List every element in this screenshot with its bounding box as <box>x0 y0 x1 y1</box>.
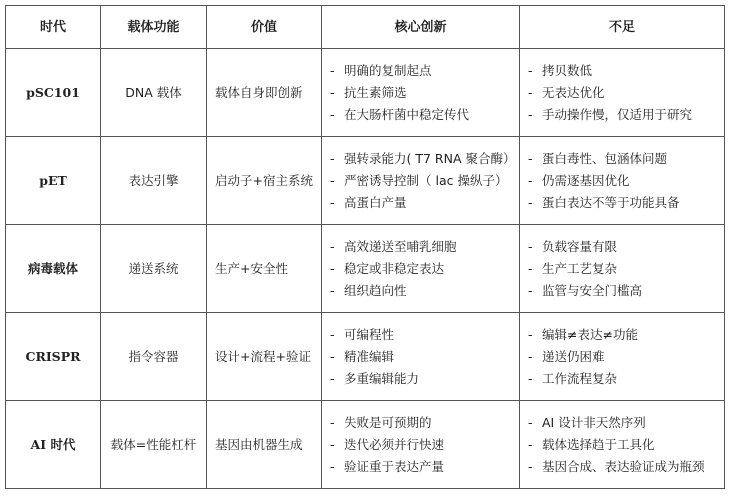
shortcomings-cell <box>520 401 725 489</box>
shortcomings-list <box>528 324 716 390</box>
list-item: - 递送仍困难 <box>528 346 716 368</box>
list-item: - 蛋白毒性、包涵体问题 <box>528 148 716 170</box>
innovations-list <box>330 148 516 214</box>
era-cell: CRISPR <box>6 313 101 401</box>
list-item: - 验证重于表达产量 <box>330 456 511 478</box>
table-row <box>6 313 725 401</box>
shortcomings-list <box>528 236 716 302</box>
shortcomings-cell <box>520 49 725 137</box>
function-cell: 递送系统 <box>101 225 207 313</box>
shortcomings-cell <box>520 225 725 313</box>
list-item: - 明确的复制起点 <box>330 60 511 82</box>
list-item: - 高效递送至哺乳细胞 <box>330 236 511 258</box>
innovations-cell <box>322 401 520 489</box>
list-item: - 拷贝数低 <box>528 60 716 82</box>
innovations-list <box>330 236 511 302</box>
list-item: - 稳定或非稳定表达 <box>330 258 511 280</box>
table-row <box>6 225 725 313</box>
value-cell: 设计+流程+验证 <box>207 313 322 401</box>
list-item: - 可编程性 <box>330 324 511 346</box>
table-row <box>6 137 725 225</box>
list-item: - 失败是可预期的 <box>330 412 511 434</box>
list-item: - 严密诱导控制（ lac 操纵子） <box>330 170 511 192</box>
innovations-cell <box>322 137 520 225</box>
function-cell: 指令容器 <box>101 313 207 401</box>
list-item: - 载体选择趋于工具化 <box>528 434 716 456</box>
list-item: - 仍需逐基因优化 <box>528 170 716 192</box>
list-item: - 无表达优化 <box>528 82 716 104</box>
table-row <box>6 49 725 137</box>
innovations-cell <box>322 225 520 313</box>
comparison-table <box>5 5 725 489</box>
innovations-cell <box>322 49 520 137</box>
list-item: - 蛋白表达不等于功能具备 <box>528 192 716 214</box>
list-item: - 在大肠杆菌中稳定传代 <box>330 104 511 126</box>
header-row <box>6 6 725 49</box>
comparison-table-container <box>5 5 725 489</box>
list-item: - 强转录能力( T7 RNA 聚合酶） <box>330 148 511 170</box>
era-cell: 病毒载体 <box>6 225 101 313</box>
header-shortcomings: 不足 <box>520 6 725 49</box>
list-item: - 迭代必须并行快速 <box>330 434 511 456</box>
value-cell: 基因由机器生成 <box>207 401 322 489</box>
innovations-list <box>330 324 511 390</box>
list-item: - 精准编辑 <box>330 346 511 368</box>
function-cell: 载体=性能杠杆 <box>101 401 207 489</box>
shortcomings-cell <box>520 313 725 401</box>
list-item: - 基因合成、表达验证成为瓶颈 <box>528 456 716 478</box>
era-cell: pET <box>6 137 101 225</box>
function-cell: 表达引擎 <box>101 137 207 225</box>
shortcomings-cell <box>520 137 725 225</box>
list-item: - 多重编辑能力 <box>330 368 511 390</box>
table-row <box>6 401 725 489</box>
list-item: - 组织趋向性 <box>330 280 511 302</box>
list-item: - 编辑≠表达≠功能 <box>528 324 716 346</box>
era-cell: pSC101 <box>6 49 101 137</box>
header-innovations: 核心创新 <box>322 6 520 49</box>
list-item: - 生产工艺复杂 <box>528 258 716 280</box>
list-item: - 负载容量有限 <box>528 236 716 258</box>
shortcomings-list <box>528 148 716 214</box>
innovations-list <box>330 412 511 478</box>
list-item: - 手动操作慢，仅适用于研究 <box>528 104 716 126</box>
header-era: 时代 <box>6 6 101 49</box>
era-cell: AI 时代 <box>6 401 101 489</box>
list-item: - AI 设计非天然序列 <box>528 412 716 434</box>
value-cell: 启动子+宿主系统 <box>207 137 322 225</box>
shortcomings-list <box>528 412 716 478</box>
innovations-list <box>330 60 511 126</box>
list-item: - 高蛋白产量 <box>330 192 511 214</box>
list-item: - 抗生素筛选 <box>330 82 511 104</box>
value-cell: 载体自身即创新 <box>207 49 322 137</box>
innovations-cell <box>322 313 520 401</box>
list-item: - 工作流程复杂 <box>528 368 716 390</box>
header-value: 价值 <box>207 6 322 49</box>
shortcomings-list <box>528 60 716 126</box>
function-cell: DNA 载体 <box>101 49 207 137</box>
header-function: 载体功能 <box>101 6 207 49</box>
value-cell: 生产+安全性 <box>207 225 322 313</box>
list-item: - 监管与安全门槛高 <box>528 280 716 302</box>
